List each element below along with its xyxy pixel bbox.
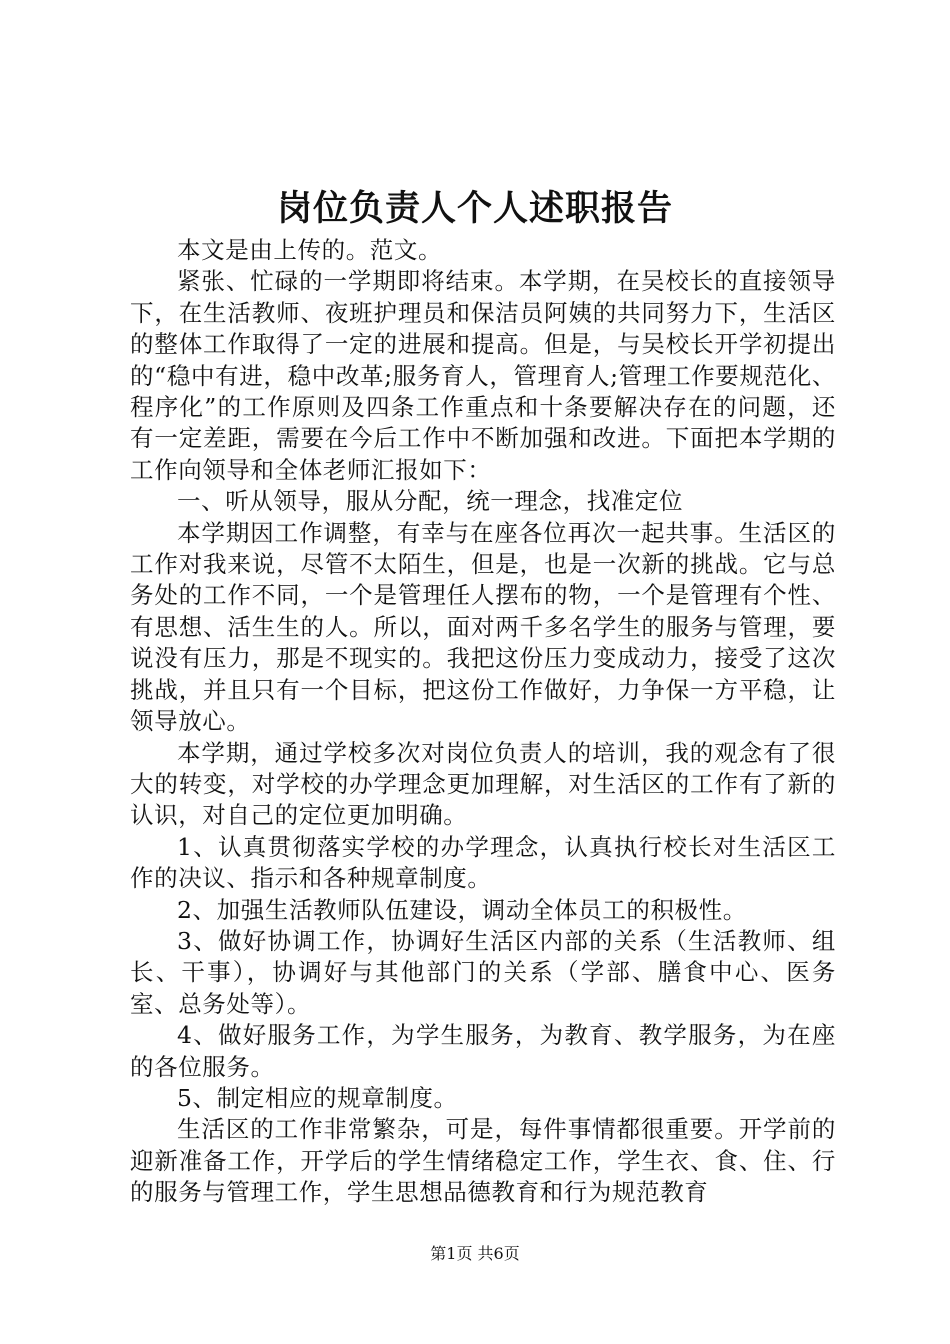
list-item: 1、认真贯彻落实学校的办学理念，认真执行校长对生活区工作的决议、指示和各种规章制度。	[130, 832, 836, 893]
list-item: 5、制定相应的规章制度。	[177, 1083, 458, 1112]
list-item: 4、做好服务工作，为学生服务，为教育、教学服务，为在座的各位服务。	[130, 1021, 836, 1081]
paragraph: 紧张、忙碌的一学期即将结束。本学期，在吴校长的直接领导下，在生活教师、夜班护理员和保洁员阿姨的共同努力下，生活区的整体工作取得了一定的进展和提高。但是，与吴校长开学初提出的“稳中有进，稳中改革;服务育人，管理育人;管理工作要规范化、程序化”的工作原则及四条工作重点和十条要解决存在的问题，还有一定差距，需要在今后工作中不断加强和改进。下面把本学期的工作向领导和全体老师汇报如下：	[130, 267, 836, 484]
document-title: 岗位负责人个人述职报告	[276, 188, 673, 229]
section-heading: 一、听从领导，服从分配，统一理念，找准定位	[177, 487, 684, 516]
list-item: 2、加强生活教师队伍建设，调动全体员工的积极性。	[177, 895, 747, 924]
paragraph: 本学期，通过学校多次对岗位负责人的培训，我的观念有了很大的转变，对学校的办学理念更加理解，对生活区的工作有了新的认识，对自己的定位更加明确。	[130, 738, 836, 830]
list-item: 3、做好协调工作，协调好生活区内部的关系（生活教师、组长、干事），协调好与其他部门的关系（学部、膳食中心、医务室、总务处等）。	[130, 926, 836, 1018]
paragraph: 生活区的工作非常繁杂，可是，每件事情都很重要。开学前的迎新准备工作，开学后的学生情绪稳定工作，学生衣、食、住、行的服务与管理工作，学生思想品德教育和行为规范教育	[130, 1115, 836, 1207]
paragraph: 本文是由上传的。范文。	[177, 236, 443, 264]
document-body	[130, 235, 836, 1209]
paragraph: 本学期因工作调整，有幸与在座各位再次一起共事。生活区的工作对我来说，尽管不太陌生，但是，也是一次新的挑战。它与总务处的工作不同，一个是管理任人摆布的物，一个是管理有个性、有思想、活生生的人。所以，面对两千多名学生的服务与管理，要说没有压力，那是不现实的。我把这份压力变成动力，接受了这次挑战，并且只有一个目标，把这份工作做好，力争保一方平稳，让领导放心。	[130, 518, 836, 736]
page-number-footer: 第1页 共6页	[430, 1244, 520, 1263]
